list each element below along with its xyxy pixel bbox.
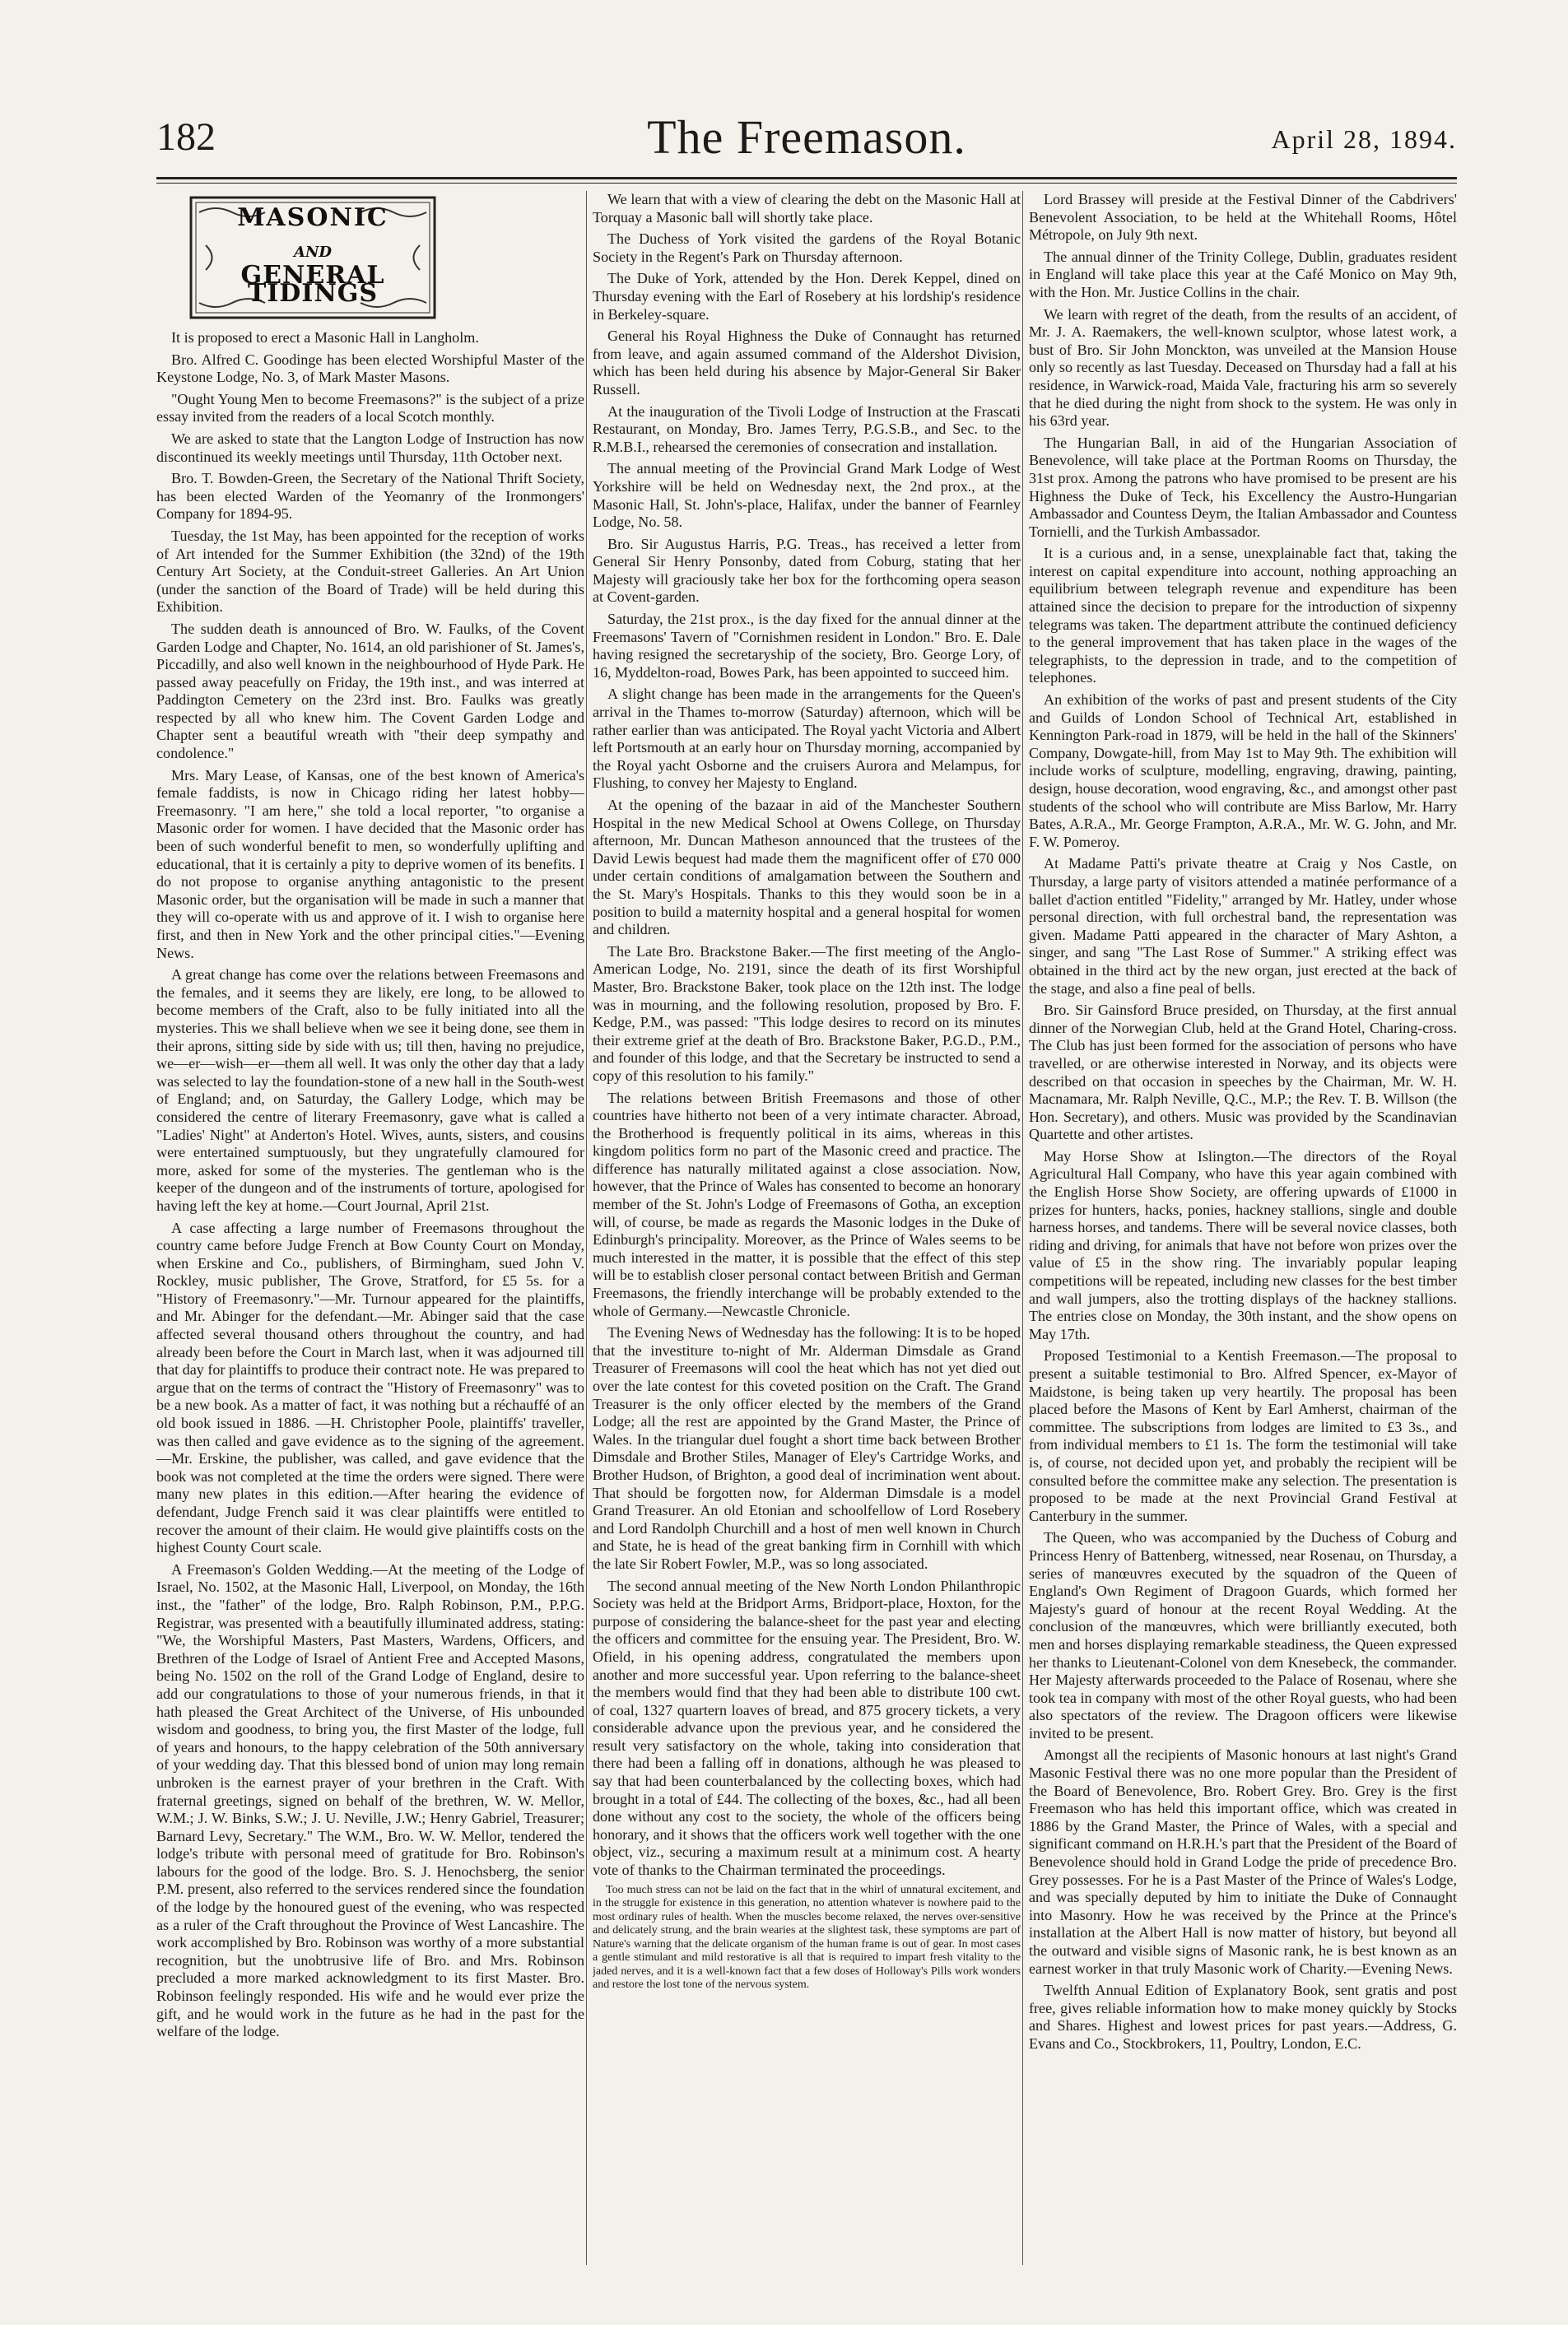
paragraph: Amongst all the recipients of Masonic honours at last night's Grand Masonic Festival there was no one more popular than the President of the Board of Benevolence, Bro. Robert Grey. Bro. Grey is the first Freemason who has held this important office, which was created in 1886 by the Grand Master, the Prince of Wales, with a special and significant command on H.R.H.'s part that the President of the Board of Benevolence should hold in Grand Lodge the pride of precedence Bro. Grey possesses. For he is a Past Master of the Prince of Wales's Lodge, and was specially deputed by him to initiate the Duke of Connaught into Masonry. How he was received by the Prince at the Prince's installation at the Albert Hall is now matter of history, but beyond all the outward and visible signs of Masonic rank, he is best known as an earnest worker in that truly Masonic work of Charity.—Evening News. — [1029, 1746, 1457, 1977]
paragraph: At Madame Patti's private theatre at Craig y Nos Castle, on Thursday, a large party of visitors attended a matinée performance of a ballet d'action entitled "Fidelity," arranged by Mr. Hatley, under whose personal direction, with full orchestral band, the representation was given. Madame Patti appeared in the character of Mary Ashton, a singer, and sang "The Last Rose of Summer." A striking effect was obtained in the third act by the new organ, just erected at the back of the stage, and also a fine peal of bells. — [1029, 855, 1457, 997]
page-number: 182 — [156, 115, 216, 159]
paragraph: Mrs. Mary Lease, of Kansas, one of the best known of America's female faddists, is now in Chicago riding her latest hobby—Freemasonry. "I am here," she told a local reporter, "to organise a Masonic order for women. I have decided that the Masonic order has been of such wonderful benefit to men, so wonderfully uplifting and educational, that it is certainly a pity to deprive women of its benefits. I do not propose to organise anything antagonistic to the present Masonic order, but the organisation will be made in such a manner that they will co-operate with us and approve of it. I wish to organise here first, and then in New York and the other principal cities."—Evening News. — [156, 766, 584, 961]
column-divider — [1022, 191, 1023, 2265]
section-banner — [189, 196, 436, 319]
paragraph: The Evening News of Wednesday has the following: It is to be hoped that the investiture to-night of Mr. Alderman Dimsdale as Grand Treasurer of Freemasons will cool the heat which has not yet died out over the late contest for this coveted position on the Craft. The Grand Treasurer is the only officer elected by the members of the Grand Lodge; all the rest are appointed by the Grand Master, the Prince of Wales. In the triangular duel fought a short time back between Brother Dimsdale and Brother Stiles, Manager of Eley's Cartridge Works, and Brother Hudson, of Brighton, a good deal of incrimination went about. That should be forgotten now, for Alderman Dimsdale is a model Grand Treasurer. An old Etonian and schoolfellow of Lord Rosebery and Lord Randolph Churchill and a host of men well known in Church and State, he is head of the great banking firm in Cornhill with which the late Sir Robert Fowler, M.P., was so long associated. — [593, 1324, 1021, 1572]
paragraph: We are asked to state that the Langton Lodge of Instruction has now discontinued its weekly meetings until Thursday, 11th October next. — [156, 430, 584, 465]
paragraph: The second annual meeting of the New North London Philanthropic Society was held at the Bridport Arms, Bridport-place, Hoxton, for the purpose of considering the balance-sheet for the past year and electing the officers and committee for the ensuing year. The President, Bro. W. Ofield, in his opening address, congratulated the members upon another and more successful year. Upon referring to the balance-sheet the members would find that they had been able to distribute 100 cwt. of coal, 1327 quartern loaves of bread, and 875 grocery tickets, a very considerable advance upon the previous year, and he considered the result very satisfactory on the whole, taking into consideration that there had been a falling off in donations, although he was pleased to say that had been counterbalanced by the collecting boxes, which had brought in a total of £44. The collecting of the boxes, &c., had all been done without any cost to the society, the whole of the officers being honorary, and it shows that the officers work well together with the one object, viz., securing a maximum result at a minimum cost. A hearty vote of thanks to the Chairman terminated the proceedings. — [593, 1577, 1021, 1879]
banner-line-3: GENERAL TIDINGS — [240, 261, 385, 308]
paragraph: We learn that with a view of clearing the debt on the Masonic Hall at Torquay a Masonic ball will shortly take place. — [593, 191, 1021, 226]
paragraph: A slight change has been made in the arrangements for the Queen's arrival in the Thames to-morrow (Saturday) afternoon, which will be rather earlier than was anticipated. The Royal yacht Victoria and Albert left Portsmouth at an early hour on Thursday morning, accompanied by the Royal yacht Osborne and the cruisers Aurora and Melampus, for Flushing, to convey her Majesty to England. — [593, 686, 1021, 792]
paragraph: We learn with regret of the death, from the results of an accident, of Mr. J. A. Raemakers, the well-known sculptor, whose latest work, a bust of Bro. Sir John Monckton, was unveiled at the Mansion House only so recently as last Tuesday. Deceased on Thursday had a fall at his residence, in Warwick-road, Maida Vale, fracturing his arm so severely that he died during the night from shock to the system. He was only in his 63rd year. — [1029, 305, 1457, 430]
paragraph: The Hungarian Ball, in aid of the Hungarian Association of Benevolence, will take place at the Portman Rooms on Thursday, the 31st prox. Among the patrons who have promised to be present are his Highness the Duke of Teck, his Excellency the Austro-Hungarian Ambassador and Countess Deym, the Italian Ambassador and Countess Tornielli, and the Turkish Ambassador. — [1029, 434, 1457, 540]
advertisement-small-print: Too much stress can not be laid on the fact that in the whirl of unnatural excitement, and in the struggle for existence in this generation, no attention whatever is nowhere paid to the most ordinary rules of health. When the muscles become relaxed, the nerves over-sensitive and delicately strung, and the brain wearies at the slightest task, these symptoms are part of Nature's warning that the delicate organism of the human frame is out of gear. In most cases a gentle stimulant and mild restorative is all that is required to impart fresh vitality to the jaded nerves, and it is a well-known fact that a few doses of Holloway's Pills work wonders and restore the lost tone of the nervous system. — [593, 1883, 1021, 1992]
paragraph: Tuesday, the 1st May, has been appointed for the reception of works of Art intended for the Summer Exhibition (the 32nd) of the 19th Century Art Society, at the Conduit-street Galleries. An Art Union (under the sanction of the Board of Trade) will be held during this Exhibition. — [156, 527, 584, 616]
column-divider — [586, 191, 587, 2265]
paragraph: Bro. T. Bowden-Green, the Secretary of the National Thrift Society, has been elected Warden of the Yeomanry of the Ironmongers' Company for 1894-95. — [156, 470, 584, 523]
paragraph: A great change has come over the relations between Freemasons and the females, and it seems they are likely, ere long, to be allowed to become members of the Craft, also to be fully initiated into all the mysteries. This we shall believe when we see it being done, see them in their aprons, sitting side by side with us; till then, having no prejudice, we—er—wish—er—them all well. It was only the other day that a lady was selected to lay the foundation-stone of a new hall in the South-west of England; and, on Saturday, the Gallery Lodge, which may be considered the centre of literary Freemasonry, gave what is called a "Ladies' Night" at Anderton's Hotel. Wives, aunts, sisters, and cousins were entertained sumptuously, but they ungratefully clamoured for more, asked for some of the mysteries. The gentleman who is the keeper of the dungeon and of the instruments of torture, apologised for having left the key at home.—Court Journal, April 21st. — [156, 966, 584, 1214]
header-rule-thin — [156, 183, 1457, 184]
page-header — [156, 103, 1457, 175]
paragraph: The Duchess of York visited the gardens of the Royal Botanic Society in the Regent's Park on Thursday afternoon. — [593, 230, 1021, 265]
paragraph: The Queen, who was accompanied by the Duchess of Coburg and Princess Henry of Battenberg, witnessed, near Rosenau, on Thursday, a series of manœuvres executed by the squadron of the Queen of England's Own Regiment of Dragoon Guards, which formed her Majesty's guard of honour at the recent Royal Wedding. At the conclusion of the manœuvres, which were brilliantly executed, both men and horses displaying remarkable steadiness, the Queen expressed her thanks to Lieutenant-Colonel von dem Knesebeck, the commander. Her Majesty afterwards proceeded to the Palace of Rosenau, where she took tea in company with most of the other Royal guests, who had been also spectators of the review. The Dragoon officers were likewise invited to be present. — [1029, 1529, 1457, 1741]
paragraph: Saturday, the 21st prox., is the day fixed for the annual dinner at the Freemasons' Tavern of "Cornishmen resident in London." Bro. E. Dale having resigned the secretaryship of the society, Bro. George Lory, of 16, Myddelton-road, Bowes Park, has been appointed to succeed him. — [593, 611, 1021, 681]
paragraph: Bro. Sir Gainsford Bruce presided, on Thursday, at the first annual dinner of the Norwegian Club, held at the Grand Hotel, Charing-cross. The Club has just been formed for the association of persons who have travelled, or are otherwise interested in Norway, and its objects were described on that occasion in speeches by the Chairman, Mr. W. H. Macnamara, Mr. Ralph Neville, Q.C., M.P.; the Rev. T. B. Willson (the Hon. Secretary), and others. Music was provided by the Scandinavian Quartette and other artistes. — [1029, 1002, 1457, 1143]
paragraph: At the inauguration of the Tivoli Lodge of Instruction at the Frascati Restaurant, on Monday, Bro. James Terry, P.G.S.B., and Sec. to the R.M.B.I., rehearsed the ceremonies of consecration and installation. — [593, 402, 1021, 455]
paragraph: A Freemason's Golden Wedding.—At the meeting of the Lodge of Israel, No. 1502, at the Masonic Hall, Liverpool, on Monday, the 16th inst., the "father" of the lodge, Bro. Ralph Robinson, P.M., P.P.G. Registrar, was presented with a beautifully illuminated address, stating: "We, the Worshipful Masters, Past Masters, Wardens, Officers, and Brethren of the Lodge of Israel of Antient Free and Accepted Masons, being No. 1502 on the roll of the Grand Lodge of England, desire to add our congratulations to those of your numerous friends, in that it hath pleased the Great Architect of the Universe, of His unbounded wisdom and goodness, to bring you, the first Master of the lodge, full of years and honours, to the happy celebration of the 50th anniversary of your wedding day. That this blessed bond of union may long remain unbroken is the earnest prayer of your brethren in the Craft. With fraternal greetings, signed on behalf of the brethren, W. W. Mellor, W.M.; J. W. Binks, S.W.; J. U. Neville, J.W.; Henry Gabriel, Treasurer; Barnard Levy, Secretary." The W.M., Bro. W. W. Mellor, tendered the lodge's tribute with personal meed of gratitude for Bro. Robinson's labours for the good of the lodge. Bro. S. J. Henochsberg, the senior P.M. present, also referred to the services rendered since the foundation of the lodge by the honoured guest of the evening, who was respected as a ruler of the Craft throughout the Province of West Lancashire. The work accomplished by Bro. Robinson was worthy of a more substantial recognition, but the unobtrusive life of Bro. and Mrs. Robinson precluded a more marked acknowledgment to its first Master. Bro. Robinson feelingly responded. His wife and he would ever prize the gift, and he would work in the future as he had in the past for the welfare of the lodge. — [156, 1560, 584, 2040]
banner-line-1: MASONIC — [237, 203, 389, 232]
paragraph: The Late Bro. Brackstone Baker.—The first meeting of the Anglo-American Lodge, No. 2191, since the death of its first Worshipful Master, Bro. Brackstone Baker, took place on the 12th inst. The lodge was in mourning, and the following resolution, proposed by Bro. F. Kedge, P.M., was passed: "This lodge desires to record on its minutes their extreme grief at the death of Bro. Brackstone Baker, P.G.D., P.M., and founder of this lodge, and that the Secretary be instructed to send a copy of this resolution to his family." — [593, 942, 1021, 1084]
paragraph: Proposed Testimonial to a Kentish Freemason.—The proposal to present a suitable testimonial to Bro. Alfred Spencer, ex-Mayor of Maidstone, is being taken up very heartily. The proposal has been placed before the Masons of Kent by Earl Amherst, chairman of the committee. The subscriptions from lodges are limited to £3 3s., and from individual members to £1 1s. The form the testimonial will take is, of course, not decided upon yet, and probably the recipient will be consulted before the committee make any selection. The presentation is proposed to be made at the next Provincial Grand Festival at Canterbury in the summer. — [1029, 1347, 1457, 1524]
paragraph: It is proposed to erect a Masonic Hall in Langholm. — [171, 329, 479, 346]
column-2 — [593, 191, 1021, 2285]
paragraph: General his Royal Highness the Duke of Connaught has returned from leave, and again assumed command of the Aldershot Division, which has been held during his absence by Major-General Sir Baker Russell. — [593, 328, 1021, 398]
column-3 — [1029, 191, 1457, 2285]
paragraph: It is a curious and, in a sense, unexplainable fact that, taking the interest on capital expenditure into account, nothing approaching an equilibrium between telegraph revenue and expenditure has been attained since the decision to prepare for the introduction of sixpenny telegrams was taken. The department attribute the continued deficiency to the general improvement that has taken place in the wages of the telegraphists, to the depression in trade, and to the competition of telephones. — [1029, 545, 1457, 686]
advertisement: Twelfth Annual Edition of Explanatory Book, sent gratis and post free, gives reliable information how to make money quickly by Stocks and Shares. Highest and lowest prices for past years.—Address, G. Evans and Co., Stockbrokers, 11, Poultry, London, E.C. — [1029, 1982, 1457, 2052]
issue-date: April 28, 1894. — [1271, 124, 1457, 154]
paragraph: The annual dinner of the Trinity College, Dublin, graduates resident in England will take place this year at the Café Monico on May 9th, with the Hon. Mr. Justice Collins in the chair. — [1029, 248, 1457, 300]
paragraph: The annual meeting of the Provincial Grand Mark Lodge of West Yorkshire will be held on Wednesday next, the 2nd prox., at the Masonic Hall, St. John's-place, Halifax, under the banner of Fearnley Lodge, No. 58. — [593, 460, 1021, 531]
paragraph: A case affecting a large number of Freemasons throughout the country came before Judge French at Bow County Court on Monday, when Erskine and Co., publishers, of Birmingham, sued John V. Rockley, music publisher, The Grove, Stratford, for £5 5s. for a "History of Freemasonry."—Mr. Turnour appeared for the plaintiffs, and Mr. Abinger for the defendant.—Mr. Abinger said that the case affected several thousand others throughout the country, and had already been before the Court in March last, when it was adjourned till that day for plaintiffs to produce their contract note. He was prepared to argue that on the terms of contract the "History of Freemasonry" was to be a new book. As a matter of fact, it was nothing but a réchauffé of an old book issued in 1886. —H. Christopher Poole, plaintiffs' traveller, was then called and gave evidence as to the signing of the agreement.—Mr. Erskine, the publisher, was called, and gave evidence that the book was not completed at the time the orders were signed. There were many new plates in this edition.—After hearing the evidence of defendant, Judge French said it was clear plaintiffs were entitled to recover the amount of their claim. He would give plaintiffs costs on the highest County Court scale. — [156, 1219, 584, 1556]
paragraph: An exhibition of the works of past and present students of the City and Guilds of London School of Technical Art, established in Kennington Park-road in 1879, will be held in the hall of the Skinners' Company, Dowgate-hill, from May 1st to May 9th. The exhibition will include works of sculpture, modelling, engraving, drawing, painting, design, house decoration, wood engraving, &c., and amongst other past students of the school who will contribute are Miss Barlow, Mr. Harry Bates, A.R.A., Mr. George Frampton, A.R.A., Mr. W. G. John, and Mr. F. W. Pomeroy. — [1029, 691, 1457, 850]
paragraph: Bro. Sir Augustus Harris, P.G. Treas., has received a letter from General Sir Henry Ponsonby, dated from Coburg, stating that her Majesty will graciously take her box for the forthcoming opera season at Covent-garden. — [593, 535, 1021, 606]
header-rule — [156, 177, 1457, 179]
banner-line-2: AND — [293, 244, 333, 261]
paragraph: May Horse Show at Islington.—The directors of the Royal Agricultural Hall Company, who have this year again combined with the English Horse Show Society, are offering upwards of £1000 in prizes for hunters, hacks, ponies, hackney stallions, single and double harness horses, and tandems. There will be several novice classes, both riding and driving, for animals that have not before won prizes over the value of £5 in the show ring. The invariably popular leaping competitions will be repeated, including new classes for the best timber and wall jumpers, also the trotting displays of the hackney stallions. The entries close on Monday, the 30th instant, and the show opens on May 17th. — [1029, 1147, 1457, 1342]
paragraph: At the opening of the bazaar in aid of the Manchester Southern Hospital in the new Medical School at Owens College, on Thursday afternoon, Mr. Duncan Matheson announced that the trustees of the David Lewis bequest had made them the magnificent offer of £70 000 under certain conditions of amalgamation between the Southern and the St. Mary's Hospitals. Thanks to this they would soon be in a position to build a maternity hospital and a general hospital for women and children. — [593, 797, 1021, 938]
paragraph: "Ought Young Men to become Freemasons?" is the subject of a prize essay invited from the readers of a local Scotch monthly. — [156, 390, 584, 425]
paragraph: The relations between British Freemasons and those of other countries have hitherto not been of a very intimate character. Abroad, the Brotherhood is frequently political in its aims, whereas in this kingdom politics form no part of the Masonic creed and practice. The difference has naturally militated against a close association. Now, however, that the Prince of Wales has consented to become an honorary member of the St. John's Lodge of Freemasons of Gotha, an exception will, of course, be made as regards the Masonic lodges in the Duke of Edinburgh's principality. Moreover, as the Prince of Wales seems to be much interested in the matter, it is possible that the effect of this step will be to establish closer personal contact between British and German Freemasons, the friendly interchange will be probably extended to the whole of Germany.—Newcastle Chronicle. — [593, 1089, 1021, 1319]
column-1 — [156, 191, 584, 2285]
paragraph: The sudden death is announced of Bro. W. Faulks, of the Covent Garden Lodge and Chapter, No. 1614, an old parishioner of St. James's, Piccadilly, and also well known in the neighbourhood of Hyde Park. He passed away peacefully on Friday, the 19th inst., and was interred at Paddington Cemetery on the 23rd inst. Bro. Faulks was greatly respected by all who knew him. The Covent Garden Lodge and Chapter sent a beautiful wreath with "their deep sympathy and condolence." — [156, 620, 584, 762]
paragraph: Lord Brassey will preside at the Festival Dinner of the Cabdrivers' Benevolent Association, to be held at the Whitehall Rooms, Hôtel Métropole, on July 9th next. — [1029, 191, 1457, 244]
masthead-title: The Freemason. — [647, 110, 966, 164]
paragraph: Bro. Alfred C. Goodinge has been elected Worshipful Master of the Keystone Lodge, No. 3, of Mark Master Masons. — [156, 351, 584, 386]
paragraph: The Duke of York, attended by the Hon. Derek Keppel, dined on Thursday evening with the Earl of Rosebery at his lordship's residence in Berkeley-square. — [593, 270, 1021, 323]
